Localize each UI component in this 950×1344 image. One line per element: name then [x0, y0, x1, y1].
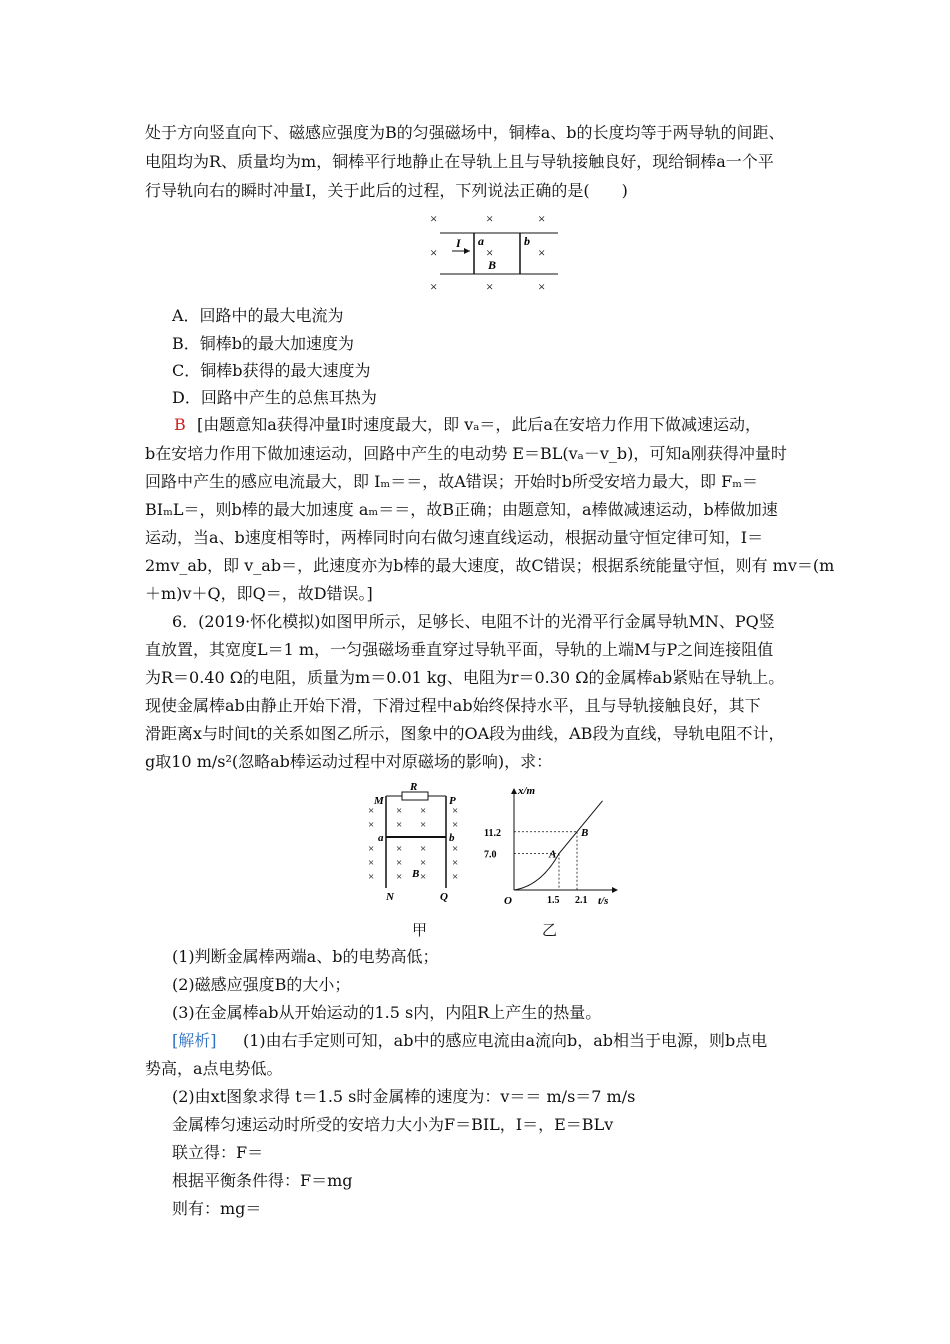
label-p: P: [449, 795, 456, 807]
x-tick-label: 2.1: [575, 895, 588, 906]
field-cross-mark: ×: [368, 871, 375, 883]
solution-line-3: (2)由xt图象求得 t＝1.5 s时金属棒的速度为：v＝＝ m/s＝7 m/s: [172, 1087, 636, 1106]
p5-line-3: 行导轨向右的瞬时冲量I，关于此后的过程，下列说法正确的是( ): [145, 181, 628, 200]
p5-line-2: 电阻均为R、质量均为m，铜棒平行地静止在导轨上且与导轨接触良好，现给铜棒a一个平: [145, 152, 774, 171]
y-axis-label: x/m: [518, 785, 536, 797]
field-cross-mark: ×: [396, 843, 403, 855]
field-cross-mark: ×: [368, 819, 375, 831]
option-d: D．回路中产生的总焦耳热为: [172, 388, 377, 407]
cross-mark: ×: [538, 245, 546, 260]
point-label: B: [581, 826, 589, 839]
question-3: (3)在金属棒ab从开始运动的1.5 s内，内阻R上产生的热量。: [172, 1003, 602, 1022]
field-cross-mark: ×: [396, 857, 403, 869]
y-tick-label: 7.0: [484, 849, 497, 861]
rod-a-label: a: [478, 234, 484, 248]
chart-xt: [480, 780, 625, 910]
field-cross-mark: ×: [368, 805, 375, 817]
solution-line-6: 根据平衡条件得：F＝mg: [172, 1171, 353, 1190]
field-cross-mark: ×: [368, 843, 375, 855]
cross-mark: ×: [430, 245, 438, 260]
p6-line-2: 直放置，其宽度L＝1 m，一匀强磁场垂直穿过导轨平面，导轨的上端M与P之间连接阻值: [145, 640, 774, 659]
field-cross-mark: ×: [452, 843, 459, 855]
label-field-b: B: [412, 868, 420, 880]
field-cross-mark: ×: [368, 857, 375, 869]
cross-mark: ×: [538, 211, 546, 226]
field-cross-mark: ×: [420, 871, 427, 883]
p6-line-6: g取10 m/s²(忽略ab棒运动过程中对原磁场的影响)，求：: [145, 752, 553, 771]
field-cross-mark: ×: [420, 843, 427, 855]
explanation-line-1: [由题意知a获得冲量I时速度最大，即 vₐ＝，此后a在安培力作用下做减速运动，: [197, 415, 761, 434]
p5-line-1: 处于方向竖直向下、磁感应强度为B的匀强磁场中，铜棒a、b的长度均等于两导轨的间距、: [145, 123, 785, 142]
x-axis-label: t/s: [598, 895, 609, 907]
cross-mark: ×: [430, 211, 438, 226]
field-cross-mark: ×: [452, 857, 459, 869]
p6-line-4: 现使金属棒ab由静止开始下滑，下滑过程中ab始终保持水平，且与导轨接触良好，其下: [145, 696, 761, 715]
field-cross-mark: ×: [396, 819, 403, 831]
field-cross-mark: ×: [420, 805, 427, 817]
origin-label: O: [504, 895, 512, 907]
solution-line-2: 势高，a点电势低。: [145, 1059, 283, 1078]
p5-rails-figure: [420, 205, 570, 300]
explanation-line-6: 2mv_ab，即 v_ab＝，此速度亦为b棒的最大速度，故C错误；根据系统能量守恒，则有 mv＝(m: [145, 556, 835, 575]
impulse-label: I: [456, 236, 461, 250]
field-cross-mark: ×: [396, 871, 403, 883]
question-2: (2)磁感应强度B的大小；: [172, 975, 351, 994]
explanation-line-4: BIₘL＝，则b棒的最大加速度 aₘ＝＝，故B正确；由题意知，a棒做减速运动，b棒做加速: [145, 500, 778, 519]
field-cross-mark: ×: [420, 857, 427, 869]
solution-line-1: (1)由右手定则可知，ab中的感应电流由a流向b，ab相当于电源，则b点电: [243, 1031, 768, 1050]
explanation-line-2: b在安培力作用下做加速运动，回路中产生的电动势 E＝BL(vₐ－v_b)，可知a刚获得冲量时: [145, 444, 787, 463]
label-m: M: [374, 795, 384, 807]
resistor-r: [402, 792, 428, 800]
p6-line-1: 6．(2019·怀化模拟)如图甲所示，足够长、电阻不计的光滑平行金属导轨MN、PQ竖: [172, 612, 775, 631]
caption-jia: 甲: [412, 921, 428, 939]
label-r: R: [410, 781, 418, 793]
solution-line-5: 联立得：F＝: [172, 1143, 264, 1162]
label-a: a: [378, 832, 384, 844]
explanation-line-3: 回路中产生的感应电流最大，即 Iₘ＝＝，故A错误；开始时b所受安培力最大，即 Fₘ＝: [145, 472, 759, 491]
figure-jia: [360, 780, 470, 910]
field-cross-mark: ×: [452, 805, 459, 817]
cross-mark: ×: [538, 279, 546, 294]
point-label: A: [549, 848, 557, 861]
option-a: A．回路中的最大电流为: [172, 306, 344, 325]
cross-mark: ×: [486, 245, 494, 260]
cross-mark: ×: [430, 279, 438, 294]
rod-b-label: b: [524, 234, 530, 248]
caption-yi: 乙: [542, 921, 558, 939]
field-cross-mark: ×: [420, 819, 427, 831]
x-tick-label: 1.5: [547, 895, 560, 906]
cross-mark: ×: [486, 279, 494, 294]
y-tick-label: 11.2: [484, 827, 501, 839]
field-cross-mark: ×: [396, 805, 403, 817]
solution-line-7: 则有：mg＝: [172, 1199, 262, 1218]
label-q: Q: [440, 891, 448, 903]
label-n: N: [386, 891, 394, 903]
p6-line-3: 为R＝0.40 Ω的电阻，质量为m＝0.01 kg、电阻为r＝0.30 Ω的金属棒ab紧贴在导轨上。: [145, 668, 785, 687]
label-b: b: [449, 832, 455, 844]
p6-line-5: 滑距离x与时间t的关系如图乙所示，图象中的OA段为曲线，AB段为直线，导轨电阻不计，: [145, 724, 785, 743]
cross-mark: ×: [486, 211, 494, 226]
answer-letter: B: [174, 415, 186, 434]
explanation-line-7: ＋m)v＋Q，即Q＝，故D错误。]: [145, 584, 373, 603]
option-b: B．铜棒b的最大加速度为: [172, 334, 355, 353]
explanation-line-5: 运动，当a、b速度相等时，两棒同时向右做匀速直线运动，根据动量守恒定律可知，I＝: [145, 528, 764, 547]
field-cross-mark: ×: [452, 871, 459, 883]
solution-tag: [解析]: [172, 1031, 217, 1050]
question-1: (1)判断金属棒两端a、b的电势高低；: [172, 947, 439, 966]
solution-line-4: 金属棒匀速运动时所受的安培力大小为F＝BIL，I＝，E＝BLv: [172, 1115, 614, 1134]
field-cross-mark: ×: [452, 819, 459, 831]
option-c: C．铜棒b获得的最大速度为: [172, 361, 371, 380]
field-b-label: B: [488, 258, 497, 272]
